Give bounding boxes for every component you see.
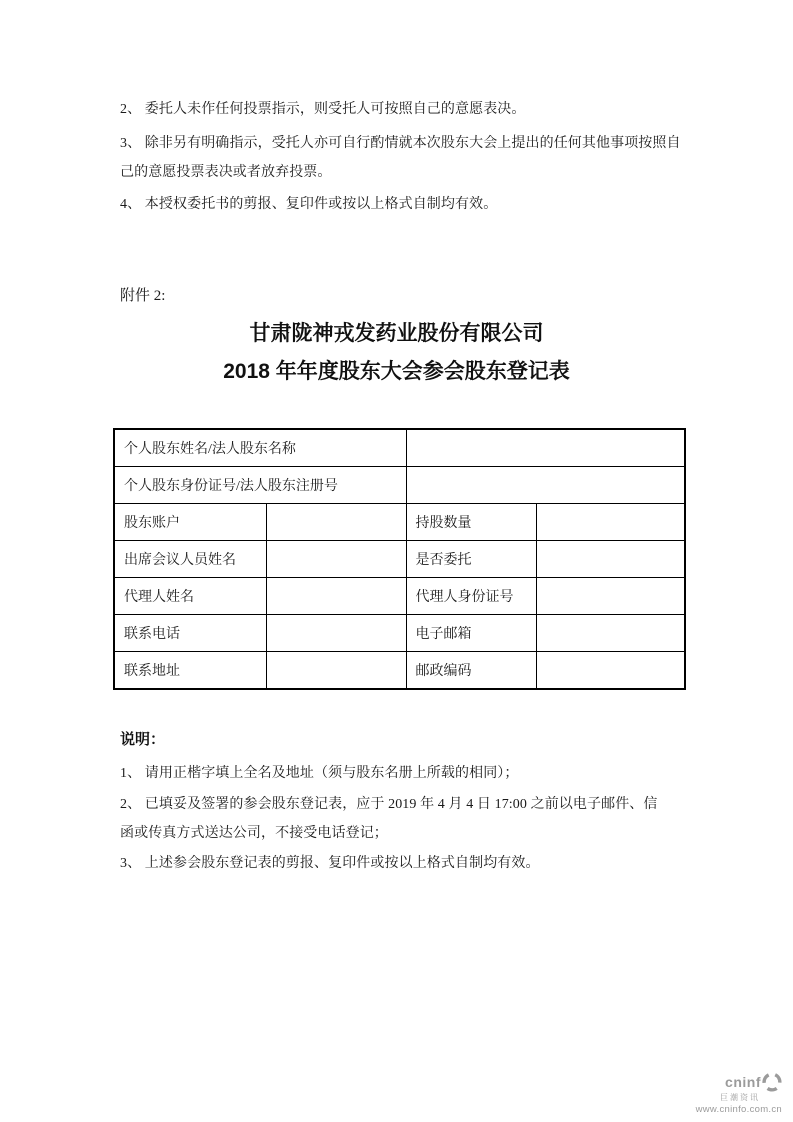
cell-value-shareholder-account [266,504,406,541]
table-row [114,578,685,615]
cell-label-shareholder-id: 个人股东身份证号/法人股东注册号 [114,467,406,504]
cninfo-url: www.cninfo.com.cn [695,1104,782,1115]
cell-label-shareholder-account: 股东账户 [114,504,266,541]
cell-value-shareholder-id [406,467,685,504]
table-row [114,467,685,504]
cninfo-wordmark: cninf [725,1074,761,1090]
form-title: 2018 年年度股东大会参会股东登记表 [223,360,570,383]
cell-value-proxy-name [266,578,406,615]
cell-value-email [536,615,685,652]
table-row [114,504,685,541]
cell-label-address: 联系地址 [114,652,266,690]
note-item-2-line-1: 2、 已填妥及签署的参会股东登记表，应于 2019 年 4 月 4 日 17:00 之前以电子邮件、信 [120,797,658,812]
cell-label-proxy-name: 代理人姓名 [114,578,266,615]
intro-item-3-line-1: 3、 除非另有明确指示，受托人亦可自行酌情就本次股东大会上提出的任何其他事项按照自 [120,136,681,151]
cell-label-shareholder-name: 个人股东姓名/法人股东名称 [114,429,406,467]
note-item-3: 3、 上述参会股东登记表的剪报、复印件或按以上格式自制均有效。 [120,856,540,871]
cell-label-proxy-id: 代理人身份证号 [406,578,536,615]
cell-value-proxy-id [536,578,685,615]
cell-label-email: 电子邮箱 [406,615,536,652]
cell-label-is-proxy: 是否委托 [406,541,536,578]
cninfo-logo [696,1072,782,1115]
table-row [114,615,685,652]
table-row [114,429,685,467]
table-row [114,652,685,690]
cell-value-phone [266,615,406,652]
cell-label-phone: 联系电话 [114,615,266,652]
intro-item-3-line-2: 己的意愿投票表决或者放弃投票。 [120,165,332,180]
cell-value-shareholder-name [406,429,685,467]
cell-value-postcode [536,652,685,690]
attachment-label: 附件 2: [120,288,166,304]
intro-item-4: 4、 本授权委托书的剪报、复印件或按以上格式自制均有效。 [120,197,498,212]
cell-label-shares-held: 持股数量 [406,504,536,541]
company-title: 甘肃陇神戎发药业股份有限公司 [249,322,544,345]
note-item-1: 1、 请用正楷字填上全名及地址（须与股东名册上所载的相同）； [120,766,519,781]
cell-label-attendee-name: 出席会议人员姓名 [114,541,266,578]
cell-value-address [266,652,406,690]
cell-label-postcode: 邮政编码 [406,652,536,690]
intro-item-2: 2、 委托人未作任何投票指示，则受托人可按照自己的意愿表决。 [120,102,526,117]
notes-heading: 说明： [120,731,166,748]
note-item-2-line-2: 函或传真方式送达公司，不接受电话登记； [120,826,388,841]
table-row [114,541,685,578]
cninfo-cn-label: 巨潮资讯 [720,1093,760,1102]
cell-value-attendee-name [266,541,406,578]
registration-table [113,428,686,690]
cell-value-is-proxy [536,541,685,578]
cninfo-swirl-icon [762,1072,782,1092]
cell-value-shares-held [536,504,685,541]
